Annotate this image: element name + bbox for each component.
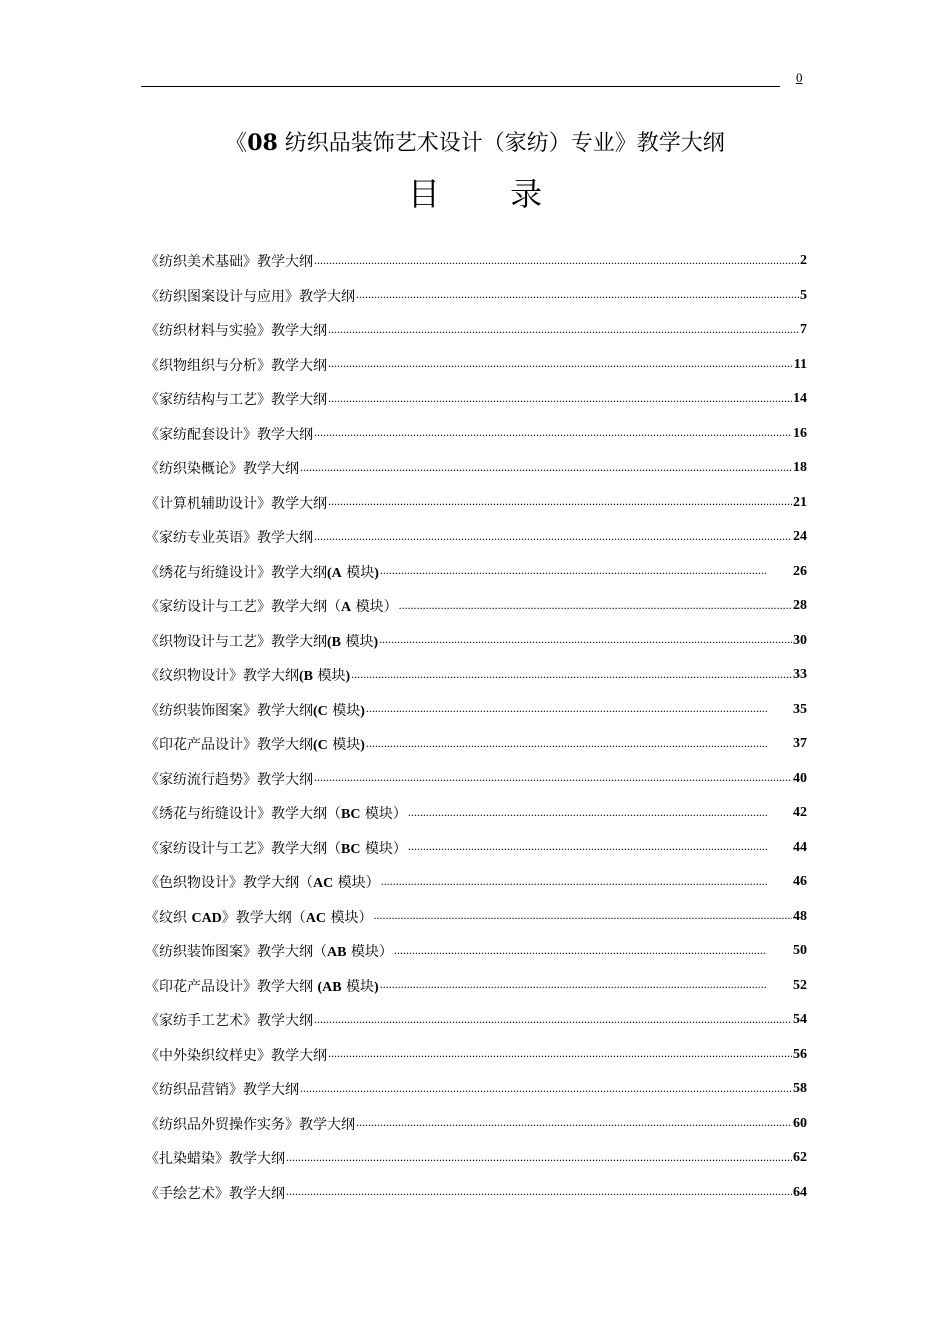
toc-leader-dots: [408, 839, 767, 854]
toc-entry-page: 40: [793, 770, 807, 786]
toc-entry-label: 《家纺配套设计》教学大纲: [145, 426, 313, 443]
toc-leader-dots: [314, 1012, 792, 1027]
toc-entry[interactable]: [145, 555, 807, 590]
toc-entry[interactable]: [145, 658, 807, 693]
toc-entry[interactable]: [145, 934, 807, 969]
toc-entry[interactable]: [145, 831, 807, 866]
toc-entry[interactable]: [145, 693, 807, 728]
toc-entry[interactable]: [145, 520, 807, 555]
toc-entry[interactable]: [145, 762, 807, 797]
toc-entry[interactable]: [145, 1038, 807, 1073]
toc-leader-dots: [314, 425, 792, 440]
toc-entry-label: 《家纺手工艺术》教学大纲: [145, 1013, 313, 1030]
toc-entry-page: 62: [793, 1150, 807, 1166]
toc-entry-label: 《纺织染概论》教学大纲: [145, 461, 299, 478]
toc-entry[interactable]: [145, 727, 807, 762]
toc-entry-label: 《家纺设计与工艺》教学大纲（BC 模块）: [145, 840, 407, 857]
toc-entry-page: 14: [793, 391, 807, 407]
toc-entry-page: 26: [793, 563, 807, 579]
toc-entry[interactable]: [145, 1107, 807, 1142]
toc-entry[interactable]: [145, 865, 807, 900]
toc-entry-page: 46: [793, 874, 807, 890]
toc-entry[interactable]: [145, 1176, 807, 1211]
toc-entry[interactable]: [145, 1003, 807, 1038]
toc-entry-label: 《纺织装饰图案》教学大纲(C 模块): [145, 702, 365, 719]
toc-entry[interactable]: [145, 900, 807, 935]
header-page-number: 0: [796, 70, 803, 85]
toc-entry-label: 《纺织材料与实验》教学大纲: [145, 323, 327, 340]
toc-entry-label: 《家纺结构与工艺》教学大纲: [145, 392, 327, 409]
toc-entry-label: 《纺织美术基础》教学大纲: [145, 254, 313, 271]
toc-leader-dots: [366, 701, 767, 716]
toc-entry-label: 《织物设计与工艺》教学大纲(B 模块): [145, 633, 379, 650]
toc-entry-page: 56: [793, 1046, 807, 1062]
toc-entry-page: 35: [793, 701, 807, 717]
toc-leader-dots: [328, 356, 793, 371]
toc-entry[interactable]: [145, 486, 807, 521]
toc-entry-label: 《绣花与绗缝设计》教学大纲(A 模块): [145, 564, 379, 581]
toc-entry-label: 《纹织物设计》教学大纲(B 模块): [145, 668, 351, 685]
toc-leader-dots: [328, 322, 799, 337]
toc-entry-label: 《家纺设计与工艺》教学大纲（A 模块）: [145, 599, 398, 616]
toc-entry-page: 42: [793, 805, 807, 821]
toc-entry-page: 33: [793, 667, 807, 683]
document-title: 《08 纺织品装饰艺术设计（家纺）专业》教学大纲: [225, 130, 725, 156]
toc-entry-label: 《纺织品营销》教学大纲: [145, 1082, 299, 1099]
toc-entry[interactable]: [145, 796, 807, 831]
toc-entry[interactable]: [145, 348, 807, 383]
toc-entry[interactable]: [145, 244, 807, 279]
table-of-contents: [145, 244, 807, 1210]
toc-entry[interactable]: [145, 382, 807, 417]
toc-entry-page: 48: [793, 908, 807, 924]
toc-leader-dots: [381, 874, 767, 889]
toc-leader-dots: [314, 529, 792, 544]
toc-entry-page: 64: [793, 1184, 807, 1200]
toc-entry-page: 24: [793, 529, 807, 545]
toc-entry-label: 《色织物设计》教学大纲（AC 模块）: [145, 875, 380, 892]
toc-entry-page: 37: [793, 736, 807, 752]
toc-entry-page: 60: [793, 1115, 807, 1131]
toc-entry[interactable]: [145, 589, 807, 624]
toc-leader-dots: [380, 977, 767, 992]
toc-entry[interactable]: [145, 1072, 807, 1107]
toc-entry-page: 16: [793, 425, 807, 441]
toc-entry-label: 《计算机辅助设计》教学大纲: [145, 495, 327, 512]
toc-entry-label: 《家纺专业英语》教学大纲: [145, 530, 313, 547]
toc-entry[interactable]: [145, 969, 807, 1004]
toc-leader-dots: [314, 770, 792, 785]
toc-leader-dots: [394, 943, 767, 958]
toc-entry-page: 54: [793, 1012, 807, 1028]
toc-leader-dots: [408, 805, 767, 820]
toc-entry-label: 《中外染织纹样史》教学大纲: [145, 1047, 327, 1064]
toc-leader-dots: [328, 391, 792, 406]
toc-entry-label: 《手绘艺术》教学大纲: [145, 1185, 285, 1202]
toc-entry-label: 《绣花与绗缝设计》教学大纲（BC 模块）: [145, 806, 407, 823]
toc-entry-label: 《织物组织与分析》教学大纲: [145, 357, 327, 374]
toc-entry-page: 50: [793, 943, 807, 959]
toc-leader-dots: [356, 287, 799, 302]
toc-leader-dots: [366, 736, 767, 751]
toc-leader-dots: [286, 1150, 792, 1165]
toc-entry-label: 《扎染蜡染》教学大纲: [145, 1151, 285, 1168]
toc-entry[interactable]: [145, 279, 807, 314]
toc-entry-page: 7: [800, 322, 807, 338]
toc-entry-label: 《家纺流行趋势》教学大纲: [145, 771, 313, 788]
toc-leader-dots: [399, 598, 792, 613]
toc-entry-page: 30: [793, 632, 807, 648]
toc-entry-page: 2: [800, 253, 807, 269]
toc-entry-page: 28: [793, 598, 807, 614]
toc-entry[interactable]: [145, 313, 807, 348]
toc-entry-label: 《印花产品设计》教学大纲 (AB 模块): [145, 978, 379, 995]
toc-entry[interactable]: [145, 1141, 807, 1176]
toc-leader-dots: [286, 1184, 792, 1199]
header-rule: [141, 86, 780, 87]
toc-leader-dots: [328, 494, 792, 509]
toc-leader-dots: [328, 1046, 792, 1061]
toc-entry-label: 《纹织 CAD》教学大纲（AC 模块）: [145, 909, 373, 926]
toc-entry-page: 5: [800, 287, 807, 303]
toc-leader-dots: [300, 1081, 792, 1096]
toc-entry-label: 《纺织装饰图案》教学大纲（AB 模块）: [145, 944, 393, 961]
toc-entry-page: 18: [793, 460, 807, 476]
toc-leader-dots: [379, 632, 792, 647]
toc-leader-dots: [380, 563, 767, 578]
toc-entry-label: 《印花产品设计》教学大纲(C 模块): [145, 737, 365, 754]
toc-entry-label: 《纺织品外贸操作实务》教学大纲: [145, 1116, 355, 1133]
toc-entry-label: 《纺织图案设计与应用》教学大纲: [145, 288, 355, 305]
toc-entry-page: 58: [793, 1081, 807, 1097]
toc-leader-dots: [373, 908, 792, 923]
toc-entry[interactable]: [145, 624, 807, 659]
toc-leader-dots: [351, 667, 792, 682]
toc-entry[interactable]: [145, 417, 807, 452]
toc-entry-page: 44: [793, 839, 807, 855]
toc-leader-dots: [300, 460, 792, 475]
toc-entry-page: 21: [793, 494, 807, 510]
toc-heading: 目 录: [407, 175, 573, 213]
toc-entry[interactable]: [145, 451, 807, 486]
toc-entry-page: 11: [793, 356, 807, 372]
toc-entry-page: 52: [793, 977, 807, 993]
toc-leader-dots: [356, 1115, 792, 1130]
toc-leader-dots: [314, 253, 799, 268]
